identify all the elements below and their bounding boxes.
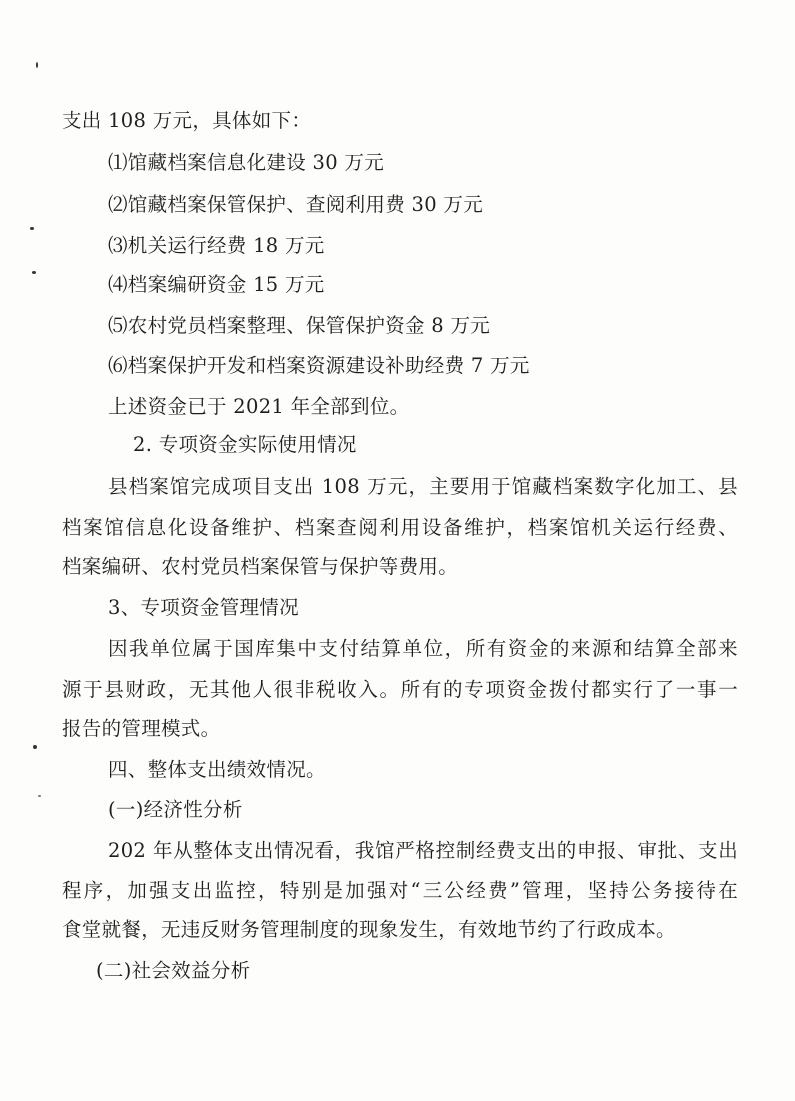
list-item: ⑵馆藏档案保管保护、查阅利用费 30 万元 bbox=[108, 193, 484, 216]
paragraph-line: 档案编研、农村党员档案保管与保护等费用。 bbox=[62, 555, 459, 578]
section-heading: 2. 专项资金实际使用情况 bbox=[133, 433, 357, 456]
paragraph-line: 档案馆信息化设备维护、档案查阅利用设备维护，档案馆机关运行经费、 bbox=[62, 516, 738, 539]
list-item: ⑴馆藏档案信息化建设 30 万元 bbox=[108, 151, 385, 174]
list-item: ⑶机关运行经费 18 万元 bbox=[108, 234, 325, 257]
section-heading: (二)社会效益分析 bbox=[96, 959, 251, 982]
scan-speck bbox=[32, 271, 36, 274]
paragraph-line: 程序，加强支出监控，特别是加强对“三公经费”管理，坚持公务接待在 bbox=[62, 879, 738, 902]
section-heading: 四、整体支出绩效情况。 bbox=[108, 758, 326, 781]
scan-speck bbox=[38, 795, 41, 797]
list-item: ⑸农村党员档案整理、保管保护资金 8 万元 bbox=[108, 314, 491, 337]
section-heading: (一)经济性分析 bbox=[108, 798, 243, 821]
list-item: ⑷档案编研资金 15 万元 bbox=[108, 273, 325, 296]
scan-speck bbox=[33, 745, 37, 749]
scan-speck bbox=[36, 62, 38, 68]
paragraph-line: 202 年从整体支出情况看，我馆严格控制经费支出的申报、审批、支出 bbox=[108, 839, 738, 862]
scan-speck bbox=[30, 227, 34, 230]
section-heading: 3、专项资金管理情况 bbox=[108, 596, 299, 619]
paragraph-line: 食堂就餐，无违反财务管理制度的现象发生，有效地节约了行政成本。 bbox=[62, 918, 676, 941]
paragraph-line: 报告的管理模式。 bbox=[62, 717, 221, 740]
paragraph-line: 源于县财政，无其他人很非税收入。所有的专项资金拨付都实行了一事一 bbox=[62, 678, 738, 701]
list-item: ⑹档案保护开发和档案资源建设补助经费 7 万元 bbox=[108, 354, 530, 377]
paragraph-line: 县档案馆完成项目支出 108 万元，主要用于馆藏档案数字化加工、县 bbox=[108, 475, 738, 498]
text-line: 支出 108 万元，具体如下： bbox=[62, 109, 312, 132]
paragraph-line: 因我单位属于国库集中支付结算单位，所有资金的来源和结算全部来 bbox=[108, 637, 738, 660]
text-line: 上述资金已于 2021 年全部到位。 bbox=[108, 395, 410, 418]
